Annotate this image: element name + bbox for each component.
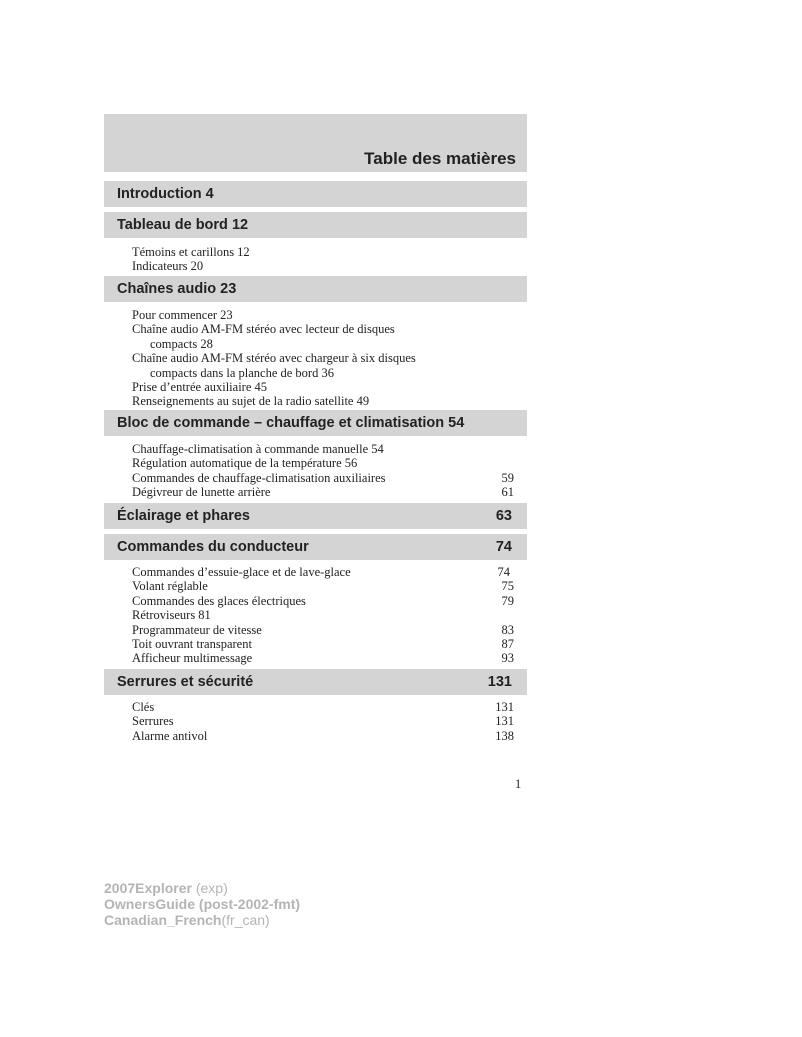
page-title: Table des matières [364,149,516,168]
footer-language-code: (fr_can) [221,912,270,928]
section-commandes-du-conducteur[interactable] [104,534,527,560]
toc-entry[interactable]: Chaîne audio AM-FM stéréo avec lecteur de disques [132,322,395,337]
footer-language: Canadian_French [104,912,222,928]
entry-text: Régulation automatique de la température 56 [132,456,358,471]
entry-text: Programmateur de vitesse [132,622,262,637]
title-banner [104,114,527,172]
entry-page: 75 [501,579,514,594]
entry-text: Commandes des glaces électriques [132,593,306,608]
toc-entry[interactable]: Chaîne audio AM-FM stéréo avec chargeur à six disques [132,351,416,366]
section-eclairage-et-phares[interactable] [104,503,527,529]
footer-line [104,912,300,928]
toc-entry[interactable] [132,700,514,714]
toc-entry[interactable] [132,637,514,651]
toc-entry[interactable] [132,608,514,622]
entry-text: Volant réglable [132,579,208,594]
entry-text: Serrures [132,714,174,729]
toc-entry[interactable] [132,594,514,608]
entry-page: 87 [501,636,514,651]
section-label: Introduction 4 [117,186,214,202]
section-label: Bloc de commande – chauffage et climatisation 54 [117,415,465,431]
footer-line [104,880,300,896]
toc-entry[interactable] [132,442,514,456]
entry-page: 93 [501,651,514,666]
section-tableau-de-bord[interactable] [104,212,527,238]
toc-entry[interactable]: Pour commencer 23 [132,308,233,322]
section-label: Chaînes audio 23 [117,281,237,297]
toc-entry[interactable] [132,471,514,485]
document-footer [104,880,300,928]
entry-text: Toit ouvrant transparent [132,636,252,651]
toc-entry[interactable] [132,579,514,593]
entry-text: Commandes d’essuie-glace et de lave-glace [132,565,351,579]
entry-text: Commandes de chauffage-climatisation auxiliaires [132,470,386,485]
footer-line [104,896,300,912]
entries-serrures-et-securite [132,700,514,743]
toc-entry[interactable]: Prise d’entrée auxiliaire 45 [132,379,268,394]
toc-entry-continuation[interactable]: compacts 28 [150,336,213,351]
toc-entry[interactable] [132,714,514,728]
toc-entry[interactable] [132,565,514,579]
section-chaines-audio[interactable] [104,276,527,302]
toc-entry[interactable] [132,456,514,470]
toc-entry[interactable] [132,651,514,665]
toc-entry[interactable] [132,623,514,637]
toc-entry[interactable]: Indicateurs 20 [132,259,204,274]
entry-text: Clés [132,700,155,714]
entry-page: 59 [501,470,514,485]
toc-entry[interactable] [132,729,514,743]
entry-text: Chauffage-climatisation à commande manuelle 54 [132,442,384,456]
toc-entry[interactable]: Témoins et carillons 12 [132,245,250,259]
footer-model: 2007Explorer [104,880,192,896]
entry-text: Rétroviseurs 81 [132,608,211,623]
section-bloc-de-commande[interactable] [104,410,527,436]
page-number: 1 [515,777,522,791]
entry-text: Dégivreur de lunette arrière [132,485,271,500]
entry-page: 131 [495,714,514,729]
entry-page: 79 [501,593,514,608]
footer-guide: OwnersGuide (post-2002-fmt) [104,896,301,912]
section-page: 74 [495,539,512,555]
section-label: Éclairage et phares [117,508,250,524]
section-label: Serrures et sécurité [117,674,254,690]
entry-page: 83 [501,622,514,637]
entry-text: Alarme antivol [132,728,208,743]
entries-tableau-de-bord [132,245,514,274]
entry-text: Afficheur multimessage [132,651,253,666]
toc-entry[interactable]: Renseignements au sujet de la radio satellite 49 [132,394,370,409]
section-page: 63 [495,508,512,524]
section-label: Commandes du conducteur [117,539,309,555]
section-page: 131 [487,674,512,690]
toc-entry[interactable] [132,485,514,499]
footer-model-code: (exp) [191,880,228,896]
entries-commandes-du-conducteur [132,565,514,666]
entries-bloc-de-commande [132,442,514,500]
entry-page: 138 [495,728,514,743]
section-introduction[interactable] [104,181,527,207]
entries-chaines-audio [132,308,514,409]
toc-entry-continuation[interactable]: compacts dans la planche de bord 36 [150,365,334,380]
entry-page: 61 [501,485,514,500]
entry-page: 74 [497,565,510,579]
entry-page: 131 [495,700,514,714]
section-serrures-et-securite[interactable] [104,669,527,695]
section-label: Tableau de bord 12 [117,217,249,233]
